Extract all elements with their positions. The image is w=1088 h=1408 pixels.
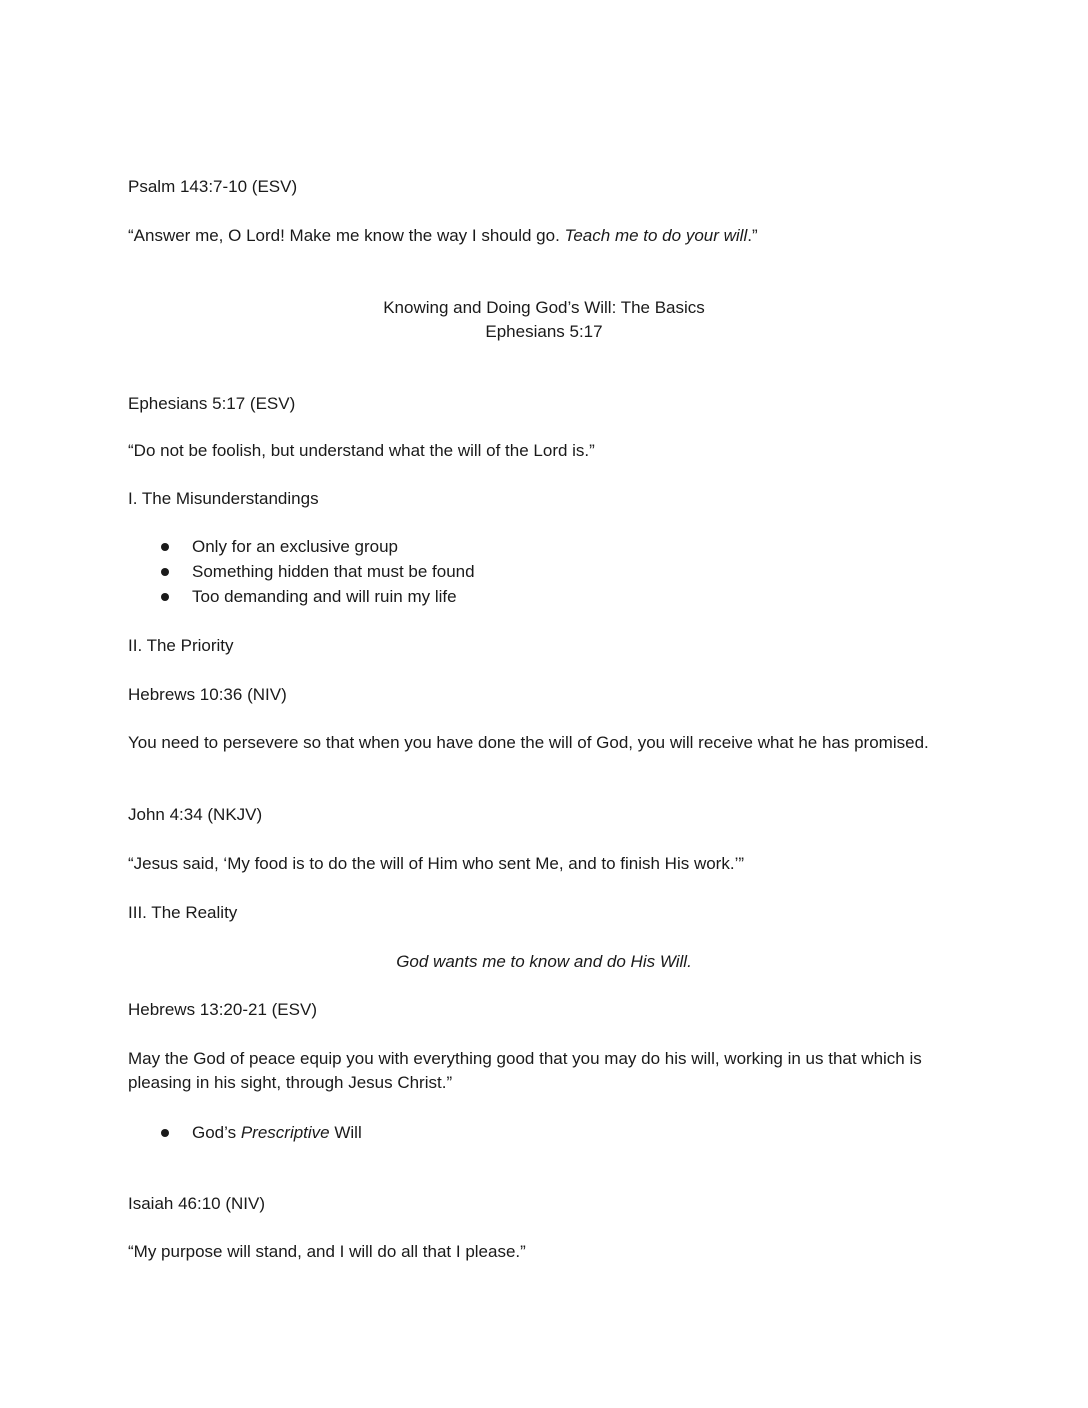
- john-reference: John 4:34 (NKJV): [128, 805, 263, 824]
- document-title: Knowing and Doing God’s Will: The Basics: [383, 298, 705, 317]
- list-item: Something hidden that must be found: [192, 562, 475, 581]
- psalm-quote-close: .”: [747, 226, 758, 245]
- psalm-reference: Psalm 143:7-10 (ESV): [128, 177, 298, 196]
- isaiah-reference: Isaiah 46:10 (NIV): [128, 1194, 266, 1213]
- psalm-quote: [128, 224, 758, 248]
- prescriptive-italic: Prescriptive: [240, 1123, 330, 1142]
- hebrews-13-reference: Hebrews 13:20-21 (ESV): [128, 1000, 317, 1019]
- list-item: Only for an exclusive group: [192, 537, 398, 556]
- section-heading-misunderstandings: I. The Misunderstandings: [128, 489, 319, 508]
- document-subtitle: Ephesians 5:17: [485, 322, 603, 341]
- bullet-dot: [161, 568, 169, 576]
- prescriptive-post: Will: [329, 1123, 362, 1142]
- hebrews-13-text: May the God of peace equip you with everything good that you may do his will, working in us that which is pleasing in his sight, through Jesus Christ.”: [128, 1049, 922, 1092]
- section-heading-reality: III. The Reality: [128, 903, 238, 922]
- hebrews-10-reference: Hebrews 10:36 (NIV): [128, 685, 287, 704]
- psalm-quote-open: “Answer me, O Lord! Make me know the way I should go.: [128, 226, 565, 245]
- section-heading-priority: II. The Priority: [128, 636, 234, 655]
- list-item: Too demanding and will ruin my life: [192, 587, 457, 606]
- bullet-dot: [161, 593, 169, 601]
- bullet-dot: [161, 1129, 169, 1137]
- ephesians-quote: “Do not be foolish, but understand what the will of the Lord is.”: [128, 441, 595, 460]
- isaiah-quote: “My purpose will stand, and I will do all that I please.”: [128, 1242, 526, 1261]
- bullet-dot: [161, 543, 169, 551]
- prescriptive-pre: God’s: [192, 1123, 241, 1142]
- hebrews-10-text: You need to persevere so that when you have done the will of God, you will receive what he has promised.: [128, 733, 929, 752]
- list-item-prescriptive-will: [192, 1121, 362, 1145]
- reality-emphasis: God wants me to know and do His Will.: [396, 952, 692, 971]
- ephesians-reference: Ephesians 5:17 (ESV): [128, 394, 296, 413]
- psalm-quote-italic: Teach me to do your will: [564, 226, 748, 245]
- john-quote: “Jesus said, ‘My food is to do the will of Him who sent Me, and to finish His work.’”: [128, 854, 745, 873]
